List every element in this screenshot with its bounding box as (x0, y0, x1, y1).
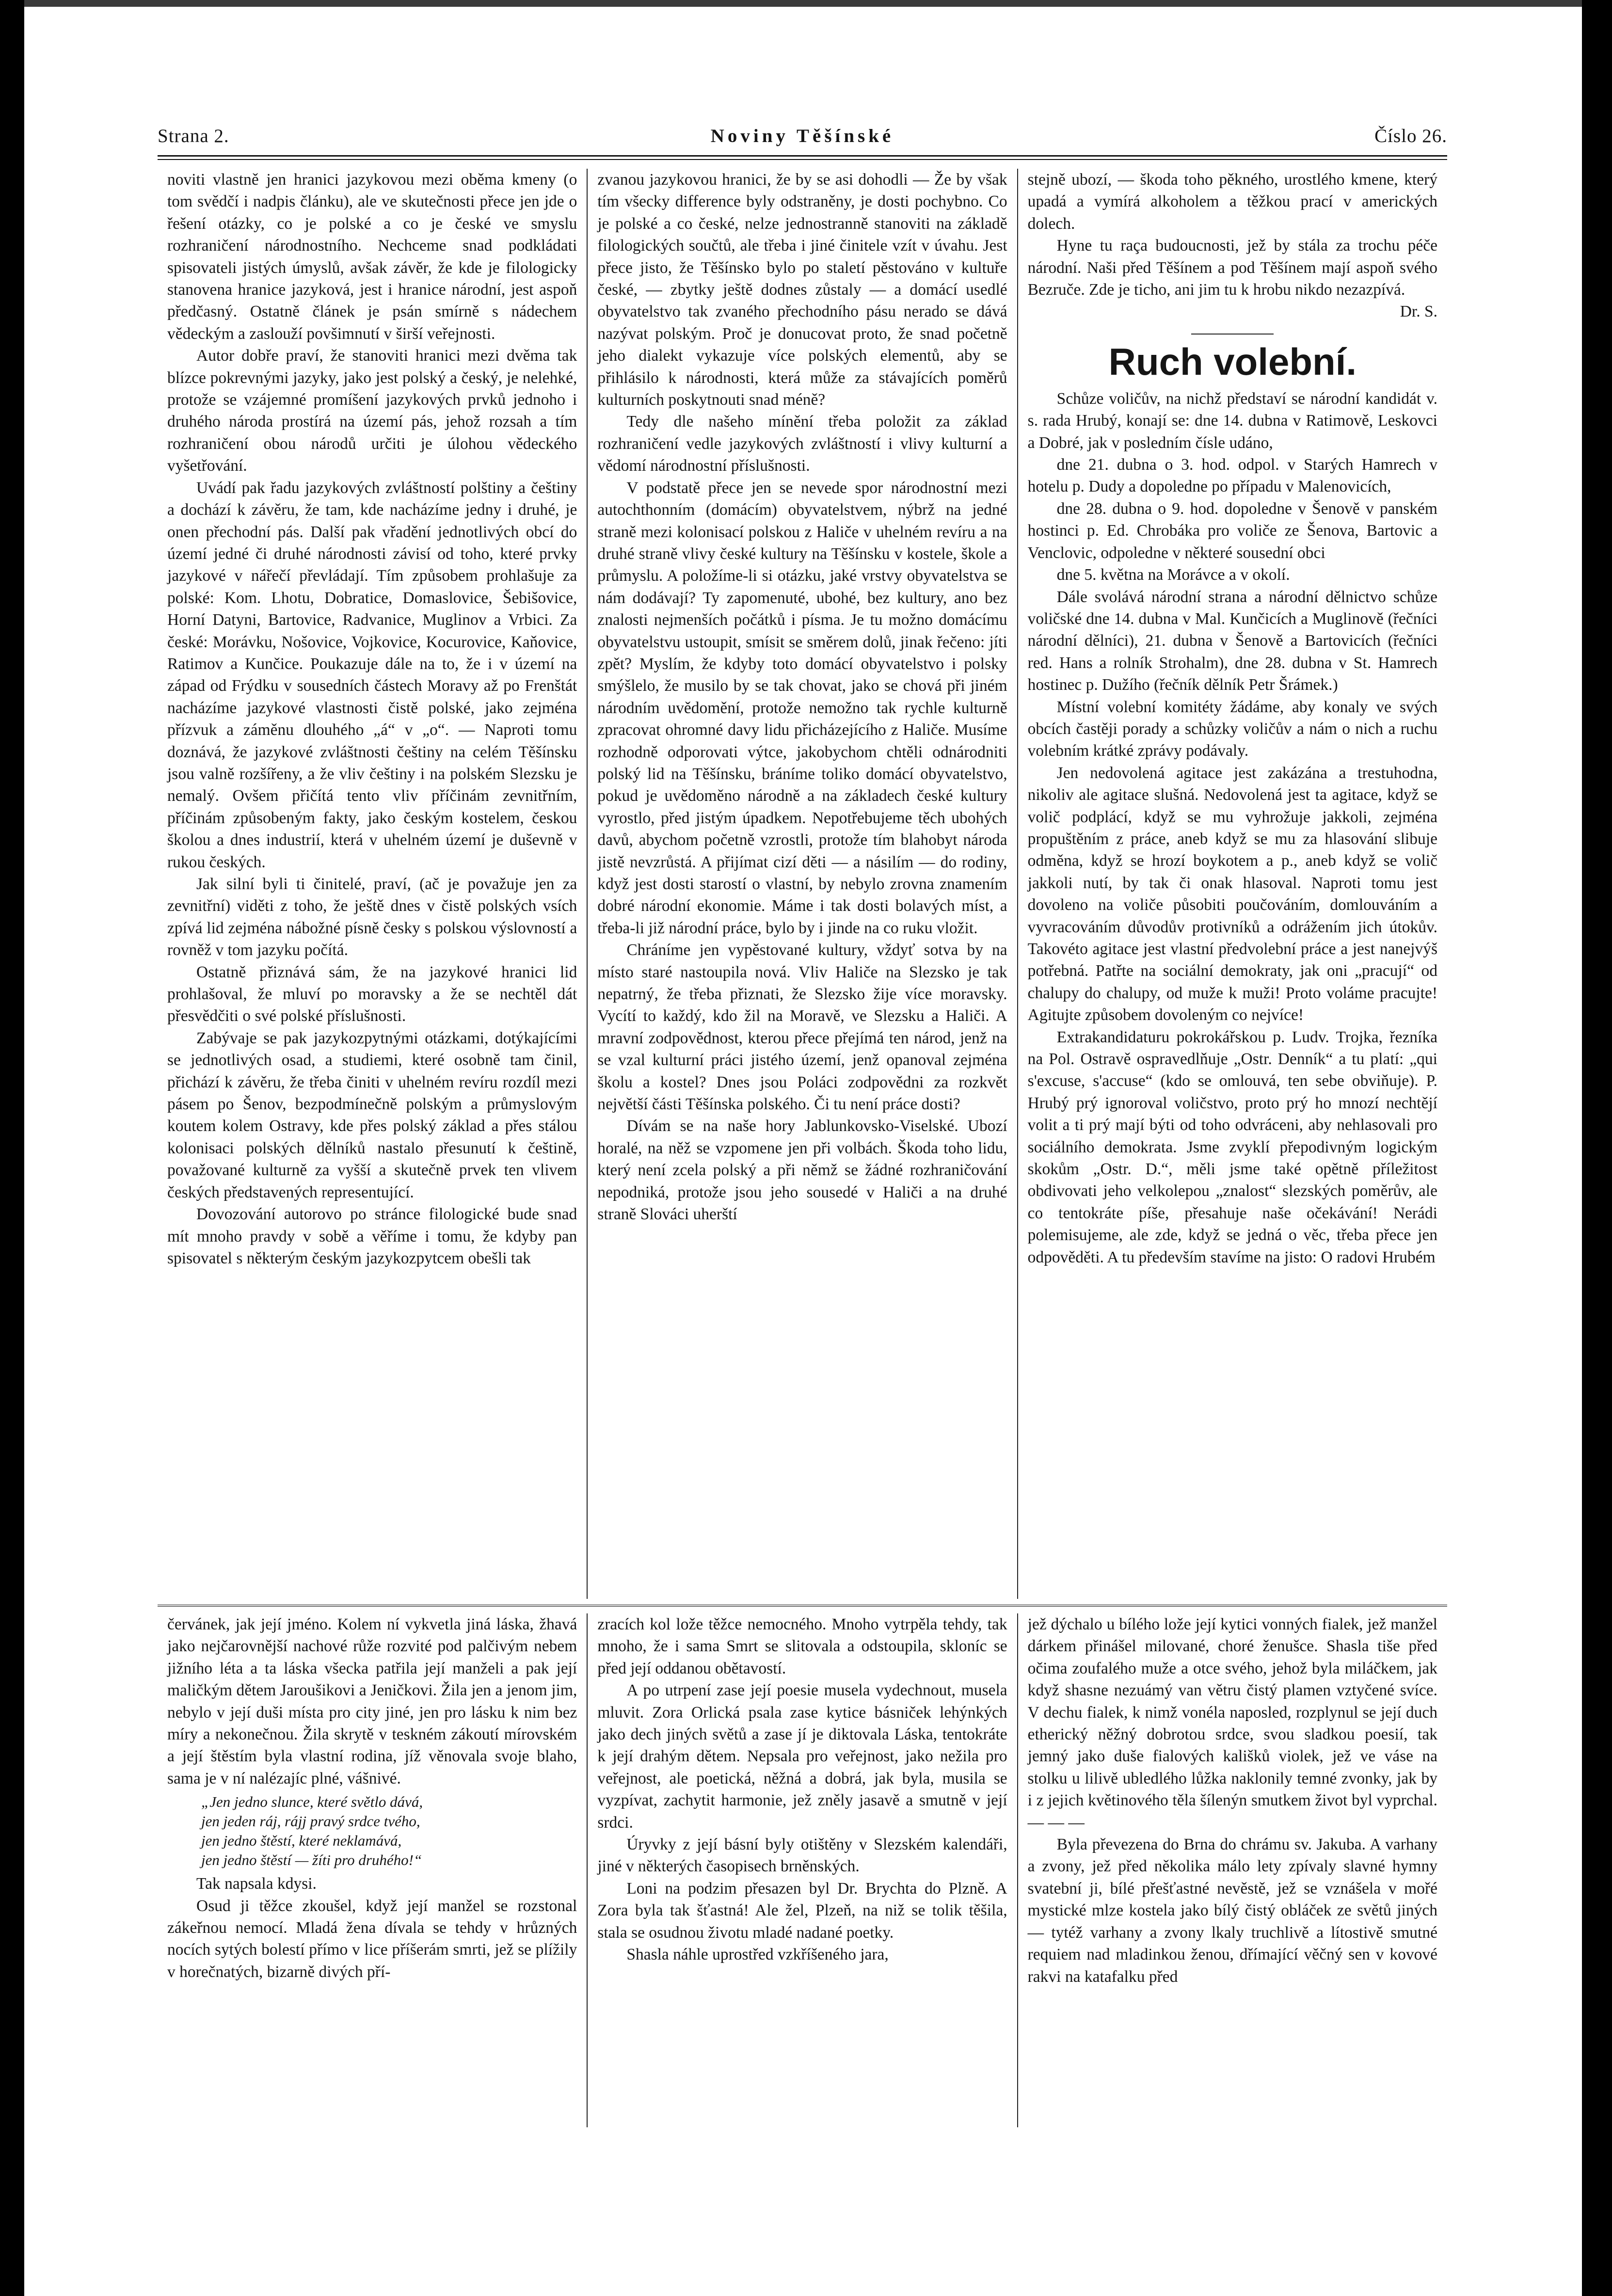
poem-line: „Jen jedno slunce, které světlo dává, (201, 1793, 423, 1811)
election-paragraph: Extrakandidaturu pokrokářskou p. Ludv. Trojka, řezníka na Pol. Ostravě ospravedlňuje „Ostr. Denník“ a tu platí: „qui s'excuse, s'accuse“ (kdo se omlouvá, ten sebe obviňuje). P. Hrubý prý ignoroval voličstvo, proto prý ho mnozí nechtějí volit a ti prý mají býti od toho odvráceni, aby nehlasovali pro sociálního demokrata. Jsme zvyklí přepodivným logickým skokům „Ostr. D.“, měli jsme také opětně příležitost obdivovati jeho velkolepou „znalost“ slezských poměrův, ale co tentokráte píše, přesahuje naše očekávání! Nerádi polemisujeme, ale zde, když se jedná o věc, třeba přece jen odpověděti. A tu především stavíme na jisto: O radovi Hrubém (1027, 1028, 1437, 1266)
article-paragraph: Autor dobře praví, že stanoviti hranici mezi dvěma tak blízce pokrevnými jazyky, jako jest polský a český, je nelehké, protože se vzájemné promíšení jazykových prvků jednoho i druhého národa prostírá na území pás, jehož rozsah a tím rozhraničení obou národů určiti je úlohou vědeckého vyšetřování. (167, 347, 577, 475)
header-rule (158, 155, 1447, 160)
feuilleton-paragraph: jež dýchalo u bílého lože její kytici vonných fialek, jež manžel dárkem přinášel milované, choré ženušce. Shasla tiše před očima zoufalého muže a otce svého, jehož byla miláčkem, jak když shasne nezuámý van větru čistý plamen vztyčené svíce. V dechu fialek, k nimž vonéla naposled, rozplynul se její duch etherický něžný dobrotou srdce, svou sladkou poesií, tak jemný jako duše fialových kališků violek, jež ve váse na stolku u lilivě ubledlého lůžka naklonily temné zvonky, jak by i z jejich květinového těla šílenýn smutkem život byl vyprchal. — — — (1027, 1615, 1437, 1832)
article-column-1 (158, 169, 587, 1599)
feuilleton-columns (158, 1613, 1447, 2127)
election-paragraph: Jen nedovolená agitace jest zakázána a trestuhodna, nikoliv ale agitace slušná. Nedovolená jest ta agitace, když se volič podplácí, když se mu vyhrožuje jakkoli, zejména propuštěním z práce, aneb když se mu za hlasování slibuje odměna, když se hrozí boykotem a p., aneb když se volič jakkoli nutí, by tak či onak hlasoval. Naproti tomu jest dovoleno na voliče působiti poučováním, domlouváním a vyvracováním důvodův protivníků a odrážením jich útokův. Takovéto agitace jest vlastní předvolební práce a jest nanejvýš potřebná. Patřte na sociální demokraty, jak oni „pracují“ od chalupy do chalupy, od muže k muži! Proto voláme pracujte! Agitujte způsobem dovoleným co nejvíce! (1027, 764, 1437, 1024)
article-signature: Dr. S. (1400, 303, 1437, 321)
feuilleton-paragraph: Tak napsala kdysi. (196, 1875, 317, 1893)
election-paragraph: Dále svolává národní strana a národní dělnictvo schůze voličské dne 14. dubna v Mal. Kunčicích a Muglinově (řečníci národní dělníci), 21. dubna v Šenově a Bartovicích (řečníci red. Hans a rolník Strohalm), dne 28. dubna v St. Hamrech hostinec p. Dužího (řečník dělník Petr Šrámek.) (1027, 588, 1437, 694)
feuilleton-column-2 (587, 1613, 1017, 2127)
election-paragraph: dne 5. května na Morávce a v okolí. (1056, 566, 1290, 584)
article-paragraph: Ostatně přiznává sám, že na jazykové hranici lid prohlašoval, že mluví po moravsky a že se nechtěl dát přesvědčiti o své polské příslušnosti. (167, 963, 577, 1025)
article-paragraph: zvanou jazykovou hranici, že by se asi dohodli — Že by však tím všecky difference byly odstraněny, je dosti pochybno. Co je polské a co české, nelze jednostranně stanoviti na základě filologických součtů, ale třeba i jiné činitele vzít v úvahu. Jest přece jisto, že Těšínsko bylo po staletí pěstováno v kultuře české, — zbytky ještě dodnes zůstaly — a domácí usedlé obyvatelstvo tak zvaného přechodního pásu nerado se dává nazývat polským. Proč je donucovat proto, že snad početně jeho dialekt vykazuje více polských elementů, aby se přihlásilo k národnosti, která může za stávajících poměrů kulturních poskytnouti snad méně? (597, 171, 1007, 409)
feuilleton-paragraph: zracích kol lože těžce nemocného. Mnoho vytrpěla tehdy, tak mnoho, že i sama Smrt se slitovala a odstoupila, skloníc se před její oddanou obětavostí. (597, 1615, 1007, 1677)
article-column-2 (587, 169, 1017, 1599)
article-paragraph: Tedy dle našeho mínění třeba položit za základ rozhraničení vedle jazykových zvláštností i vlivy kulturní a vědomí národnostní příslušnosti. (597, 413, 1007, 475)
article-paragraph: Uvádí pak řadu jazykových zvláštností polštiny a češtiny a dochází k závěru, že tam, kde nacházíme jedny i druhé, je onen přechodní pás. Další pak vřadění jednotlivých obcí do území jedné či druhé národnosti závisí od toho, které prvky jazykové v nářečí převládají. Tím způsobem prohlašuje za polské: Kom. Lhotu, Dobratice, Domaslovice, Šebišovice, Horní Datyni, Bartovice, Radvanice, Muglinov a Vrbici. Za české: Morávku, Nošovice, Vojkovice, Kocurovice, Kaňovice, Ratimov a Kunčice. Poukazuje dále na to, že i v území na západ od Frýdku v sousedních částech Moravy až po Frenštát nacházíme jazykové vlastnosti čistě polské, jako zejména přízvuk a záměnu dlouhého „á“ v „o“. — Naproti tomu doznává, že jazykové zvláštnosti češtiny na celém Těšínsku jsou valně rozšířeny, a že vliv češtiny i na polském Slezsku je nemalý. Ovšem přičítá tento vliv příčinám zevnitřním, příčinám způsobeným fakty, jako českým kostelem, českou školou a dnes industrií, která v uhelném území je duševně v rukou českých. (167, 478, 577, 871)
page-header (158, 112, 1447, 155)
newspaper-title: Noviny Těšínské (710, 126, 894, 146)
feuilleton-paragraph: A po utrpení zase její poesie musela vydechnout, musela mluvit. Zora Orlická psala zase kytice básniček lehýnkých jako dech jiných světů a zase jí je diktovala Láska, tentokráte k její drahým dětem. Nepsala pro veřejnost, jako nežila pro veřejnost, ale poetická, něžná a dobrá, jak byla, musila se vyzpívat, zachytit harmonie, jež zněly jasavě a smutně v její srdci. (597, 1681, 1007, 1832)
article-columns (158, 169, 1447, 1599)
feuilleton-separator (158, 1605, 1447, 1607)
article-end-rule (1191, 334, 1274, 335)
newspaper-page (158, 112, 1447, 2148)
poem-line: jen jedno štěstí — žíti pro druhého!“ (201, 1851, 422, 1869)
article-paragraph: stejně ubozí, — škoda toho pěkného, urostlého kmene, který upadá a vymírá alkoholem a těžkou prací v amerických dolech. (1027, 171, 1437, 233)
feuilleton-paragraph: Byla převezena do Brna do chrámu sv. Jakuba. A varhany a zvony, jež před několika málo lety zpívaly slavné hymny svatební ji, bílé přešťastné nevěstě, jež se vznášela v mořé mystické mlze kostela jako bílý čistý obláček ze světů jiných — tytéž varhany a zvony lkaly truchlivě a lítostivě smutné requiem nad mladinkou ženou, dřímající věčný sen v kovové rakvi na katafalku před (1027, 1835, 1437, 1986)
scan-right-edge (1582, 0, 1612, 2296)
article-paragraph: Dívám se na naše hory Jablunkovsko-Viselské. Ubozí horalé, na něž se vzpomene jen při volbách. Škoda toho lidu, který není zcela polský a při němž se žádné rozhraničování nepodniká, protože jsou jeho sousedé v Haliči a na druhé straně Slováci uherští (597, 1117, 1007, 1224)
election-paragraph: Místní volební komitéty žádáme, aby konaly ve svých obcích častěji porady a schůzky voličův a nám o nich a ruchu volebním krátké zprávy podávaly. (1027, 698, 1437, 760)
poem-line: jen jeden ráj, rájj pravý srdce tvého, (201, 1813, 420, 1830)
poem-quote (201, 1792, 577, 1870)
poem-line: jen jedno štěstí, které neklamává, (201, 1832, 402, 1850)
feuilleton-paragraph: Shasla náhle uprostřed vzkříšeného jara, (626, 1945, 889, 1964)
feuilleton-column-3 (1017, 1613, 1447, 2127)
article-paragraph: Hyne tu raça budoucnosti, jež by stála za trochu péče národní. Naši před Těšínem a pod Těšínem mají aspoň svého Bezruče. Zde je ticho, ani jim tu k hrobu nikdo nezazpívá. (1027, 237, 1437, 299)
article-paragraph: Dovozování autorovo po stránce filologické bude snad mít mnoho pravdy v sobě a věříme i tomu, že kdyby pan spisovatel s některým českým jazykozpytcem obešli tak (167, 1205, 577, 1267)
scan-left-edge (0, 0, 24, 2296)
section-heading: Ruch volební. (1108, 340, 1357, 383)
article-column-3 (1017, 169, 1447, 1599)
page-number: Strana 2. (158, 126, 229, 146)
article-paragraph: Jak silní byli ti činitelé, praví, (ač je považuje jen za zevnitřní) viděti z toho, že ještě dnes v čistě polských vsích zpívá lid zejména nábožné písně česky s polskou výslovností a rovněž v tom jazyku počítá. (167, 875, 577, 959)
feuilleton-column-1 (158, 1613, 587, 2127)
article-paragraph: noviti vlastně jen hranici jazykovou mezi oběma kmeny (o tom svědčí i nadpis článku), ale ve skutečnosti přece jen jde o řešení otázky, co je polské a co je české ve smyslu rozhraničení národnostního. Nechceme snad podkládati spisovateli jistých úmyslů, avšak závěr, že kde je filologicky stanovena hranice jazyková, jest i hranice národní, jest aspoň předčasný. Ostatně článek je psán smírně s nádechem vědeckým a zaslouží povšimnutí v širší veřejnosti. (167, 171, 577, 343)
feuilleton-paragraph: Osud ji těžce zkoušel, když její manžel se rozstonal zákeřnou nemocí. Mladá žena dívala se tehdy v hrůzných nocích sytých bolestí přímo v lice příšerám smrti, jež se plížily v horečnatých, bizarně divých pří- (167, 1897, 577, 1981)
article-paragraph: Zabývaje se pak jazykozpytnými otázkami, dotýkajícími se jednotlivých osad, a studiemi, které osobně tam činil, přichází k závěru, že třeba činiti v uhelném revíru rozdíl mezi pásem po Šenov, bezpodmínečně polským a průmyslovým koutem kolem Ostravy, kde přes polský základ a přes stálou kolonisaci polských dělníků nastalo přesunutí k češtině, považované kulturně za vyšší a skutečně prvek ten vlivem českých představených representující. (167, 1029, 577, 1201)
election-paragraph: dne 21. dubna o 3. hod. odpol. v Starých Hamrech v hotelu p. Dudy a dopoledne po případu v Malenovicích, (1027, 456, 1437, 496)
feuilleton-paragraph: Úryvky z její básní byly otištěny v Slezském kalendáři, jiné v některých časopisech brněnských. (597, 1835, 1007, 1876)
article-paragraph: V podstatě přece jen se nevede spor národnostní mezi autochthonním (domácím) obyvatelstvem, nýbrž na jedné straně mezi kolonisací polskou z Haliče v uhelném revíru a na druhé straně vlivy české kultury na Těšínsku v kostele, škole a průmyslu. A položíme-li si otázku, jaké vrstvy obyvatelstva se nám dodávají? Ty zapomenuté, ubohé, bez kultury, ano bez znalosti nejmenších počátků i písma. Je tu možno domácímu obyvatelstvu ustoupit, smísit se směrem dolů, jinak řečeno: jíti zpět? Myslím, že kdyby toto domácí obyvatelstvo i polsky smýšlelo, že musilo by se tak chovat, jako se chová při jiném národním uvědomění, protože nemožno tak rychle kulturně zpracovat ohromné davy lidu přicházejícího z Haliče. Musíme rozhodně odporovati výtce, jakobychom chtěli odnárodniti polský lid na Těšínsku, bráníme toliko domácí obyvatelstvo, pokud je uvědoměno národně a na základech české kultury vyrostlo, před jistým úpadkem. Nepotřebujeme těch ubohých davů, abychom početně vzrostli, protože tím blahobyt národa jistě nevzrůstá. A přijímat cizí děti — a násilím — do rodiny, když jest dosti starostí o vlastní, by nebylo zrovna znamením dobré národní ekonomie. Máme i tak dosti bolavých míst, a třeba-li již národní práce, bylo by i jinde na co ruku vložit. (597, 478, 1007, 937)
feuilleton-paragraph: červánek, jak její jméno. Kolem ní vykvetla jiná láska, žhavá jako nejčarovnější nachové růže rozvité pod palčivým nebem jižního léta a ta láska všecka patřila její manželi a pak její maličkým dětem Jaroušikovi a Jeničkovi. Žila jen a jenom jim, nebylo v její duši místa pro city jiné, jen pro lásku k nim bez míry a nekonečnou. Žila skrytě v teskném zákoutí mírovském a její štěstím byla vlastní rodina, jíž věnovala svoje blaho, sama je v ní nalézajíc plné, vášnivé. (167, 1615, 577, 1787)
article-paragraph: Chráníme jen vypěstované kultury, vždyť sotva by na místo staré nastoupila nová. Vliv Haliče na Slezsko je tak nepatrný, že třeba přiznati, že Slezsko žije více moravsky. Vycítí to každý, kdo žil na Moravě, ve Slezsku a Haliči. A mravní zodpovědnost, kterou přece přejímá ten národ, jenž na se vzal kulturní práci jistého území, jenž opanoval zejména školu a kostel? Dnes jsou Poláci zodpovědni za rozkvět největší části Těšínska polského. Či tu není práce dosti? (597, 941, 1007, 1114)
article-signature-line (1028, 301, 1437, 322)
scan-top-edge (24, 0, 1582, 7)
feuilleton-paragraph: Loni na podzim přesazen byl Dr. Brychta do Plzně. A Zora byla tak šťastná! Ale žel, Plzeň, na niž se tolik těšila, stala se osudnou životu mladé nadané poetky. (597, 1879, 1007, 1942)
election-paragraph: Schůze voličův, na nichž představí se národní kandidát v. s. rada Hrubý, konají se: dne 14. dubna v Ratimově, Leskovci a Dobré, jak v posledním čísle udáno, (1027, 389, 1437, 452)
issue-number: Číslo 26. (1374, 126, 1447, 146)
election-paragraph: dne 28. dubna o 9. hod. dopoledne v Šenově v panském hostinci p. Ed. Chrobáka pro voliče ze Šenova, Bartovic a Venclovic, odpoledne v některé sousední obci (1027, 499, 1437, 562)
